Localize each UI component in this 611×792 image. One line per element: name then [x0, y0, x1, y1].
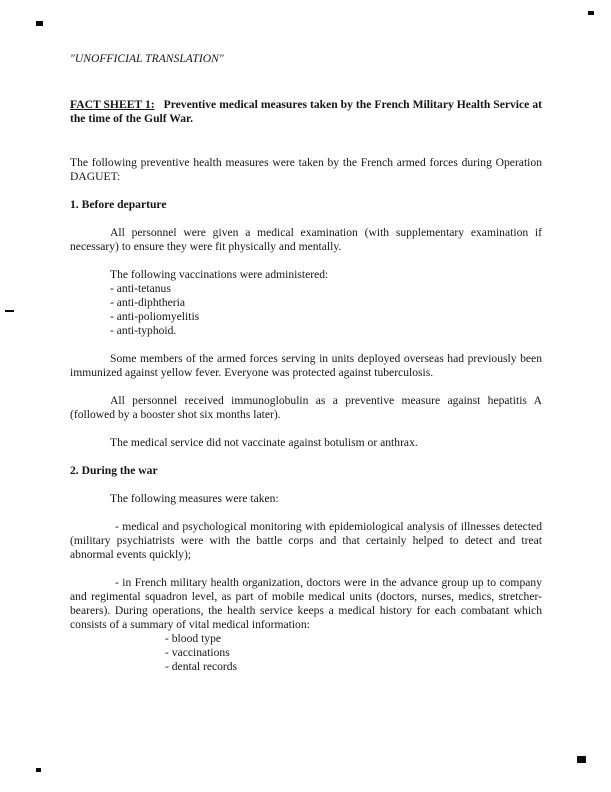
scan-artifact-bottom-left	[36, 768, 41, 772]
vaccination-item: - anti-typhoid.	[110, 324, 177, 337]
section1-heading: 1. Before departure	[70, 198, 167, 211]
scan-artifact-bottom-right	[577, 756, 586, 763]
scan-artifact-top-left	[36, 21, 43, 26]
vaccination-item: - anti-poliomyelitis	[110, 310, 200, 323]
section2-item-monitoring: - medical and psychological monitoring with epidemiological analysis of illnesses detected (military psychiatrists were with the battle corps and that certainly helped to detect and treat abnormal events quickly);	[70, 520, 542, 561]
section2-item-organization: - in French military health organization, doctors were in the advance group up to company and regimental squadron level, as part of mobile medical units (doctors, nurses, medics, stretcher-bearers). During operations, the health service keeps a medical history for each combatant which consists of a summary of vital medical information:	[70, 576, 542, 631]
section1-paragraph-no-vaccine: The medical service did not vaccinate against botulism or anthrax.	[110, 436, 418, 449]
vaccination-list	[110, 282, 542, 338]
section1-paragraph-exam: All personnel were given a medical examination (with supplementary examination if necessary) to ensure they were fit physically and mentally.	[70, 226, 542, 253]
vaccination-item: - anti-tetanus	[110, 282, 171, 295]
document-page	[70, 52, 542, 688]
intro-paragraph: The following preventive health measures were taken by the French armed forces during Operation DAGUET:	[70, 156, 542, 183]
section1-vaccinations-intro: The following vaccinations were administered:	[110, 268, 329, 281]
scan-artifact-top-right	[588, 11, 594, 15]
medical-record-item: - blood type	[165, 632, 222, 645]
medical-record-item: - vaccinations	[165, 646, 230, 659]
medical-records-list	[165, 632, 542, 674]
section2-heading: 2. During the war	[70, 464, 158, 477]
vaccination-item: - anti-diphtheria	[110, 296, 186, 309]
medical-record-item: - dental records	[165, 660, 238, 673]
doc-title-text: Preventive medical measures taken by the French Military Health Service at the time of the Gulf War.	[70, 98, 542, 125]
doc-title-label: FACT SHEET 1:	[70, 98, 155, 111]
section1-paragraph-immunoglobulin: All personnel received immunoglobulin as a preventive measure against hepatitis A (followed by a booster shot six months later).	[70, 394, 542, 421]
unofficial-translation-note: "UNOFFICIAL TRANSLATION"	[70, 52, 224, 65]
doc-title	[70, 98, 542, 126]
scan-artifact-left-edge	[5, 310, 14, 312]
section2-intro: The following measures were taken:	[110, 492, 279, 505]
section1-paragraph-yellow-fever: Some members of the armed forces serving in units deployed overseas had previously been immunized against yellow fever. Everyone was protected against tuberculosis.	[70, 352, 542, 379]
